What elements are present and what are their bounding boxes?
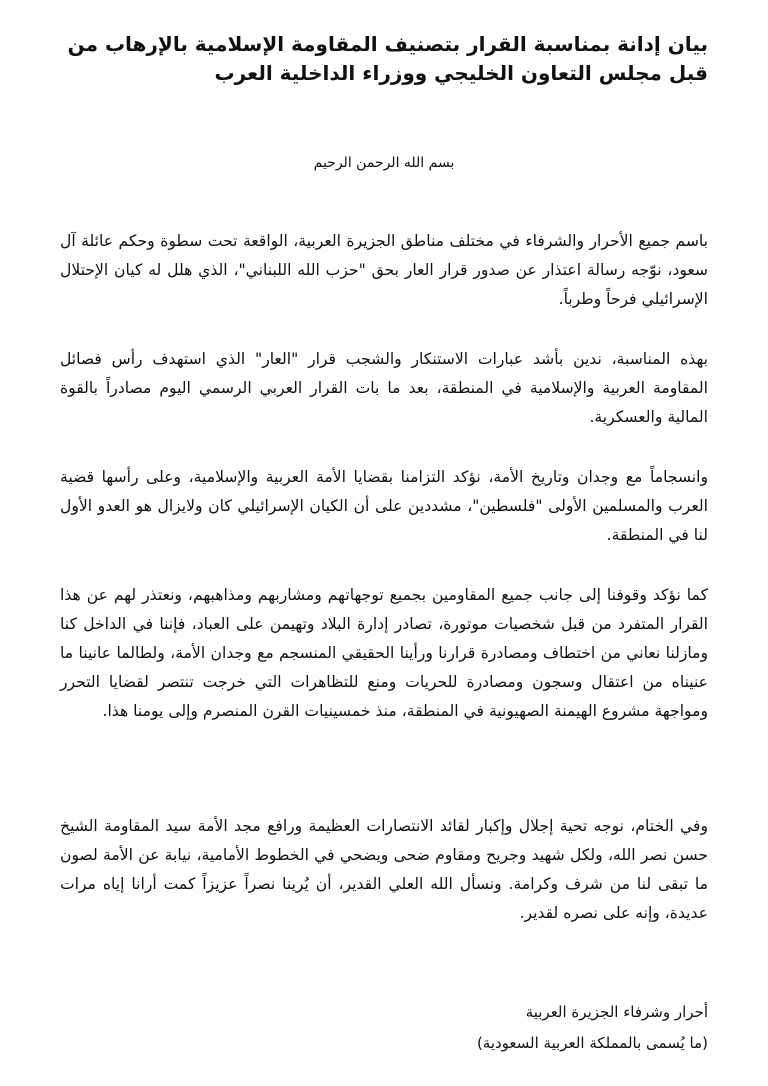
basmala: بسم الله الرحمن الرحيم <box>313 155 455 171</box>
signature-block <box>60 997 708 1059</box>
paragraph-closing: وفي الختام، نوجه تحية إجلال وإكبار لقائد الانتصارات العظيمة ورافع مجد الأمة سيد المقاومة الشيخ حسن نصر الله، ولكل شهيد وجريح ومقاوم ضحى ويضحي في الخطوط الأمامية، نيابة عن الأمة لصون ما تبقى لنا من شرف وكرامة. ونسأل الله العلي القدير، أن يُرينا نصراً عزيزاً كمت أرانا إياه مرات عديدة، وإنه على نصره لقدير. <box>60 816 708 923</box>
statement-title <box>60 30 708 88</box>
signature-line: (ما يُسمى بالمملكة العربية السعودية) <box>476 1034 708 1052</box>
signature-line: أحرار وشرفاء الجزيرة العربية <box>525 1003 708 1021</box>
paragraph-condemnation: بهذه المناسبة، ندين بأشد عبارات الاستنكار والشجب قرار "العار" الذي استهدف رأس فصائل المقاومة العربية والإسلامية في المنطقة، بعد ما بات القرار العربي الرسمي اليوم مصادراً بالقوة المالية والعسكرية. <box>60 349 708 426</box>
statement-page <box>60 0 708 1086</box>
title-line: بيان إدانة بمناسبة القرار بتصنيف المقاومة الإسلامية بالإرهاب من <box>67 32 708 56</box>
title-line: قبل مجلس التعاون الخليجي ووزراء الداخلية العرب <box>214 61 708 85</box>
paragraph-apology: باسم جميع الأحرار والشرفاء في مختلف مناطق الجزيرة العربية، الواقعة تحت سطوة وحكم عائلة آل سعود، نوّجه رسالة اعتذار عن صدور قرار العار بحق "حزب الله اللبناني"، الذي هلل له كيان الإحتلال الإسرائيلي فرحاً وطرباً. <box>60 231 708 308</box>
paragraph-commitment: وانسجاماً مع وجدان وتاريخ الأمة، نؤكد التزامنا بقضايا الأمة العربية والإسلامية، وعلى رأسها قضية العرب والمسلمين الأولى "فلسطين"، مشددين على أن الكيان الإسرائيلي كان ولايزال هو العدو الأول لنا في المنطقة. <box>60 467 708 544</box>
paragraph-solidarity: كما نؤكد وقوفنا إلى جانب جميع المقاومين بجميع توجهاتهم ومشاربهم ومذاهبهم، ونعتذر لهم عن هذا القرار المتفرد من قبل شخصيات موتورة، تصادر إدارة البلاد وتهيمن على العباد، فإننا في الداخل كنا ومازلنا نعاني من اختطاف ومصادرة قرارنا ورأينا الحقيقي المنسجم مع وجدان الأمة، ولطالما عانينا ما عنيناه من اعتقال وسجون ومصادرة للحريات ومنع للتظاهرات التي خرجت تنتصر لقضايا التحرر ومواجهة مشروع الهيمنة الصهيونية في المنطقة، منذ خمسينيات القرن المنصرم وإلى يومنا هذا. <box>60 585 708 721</box>
